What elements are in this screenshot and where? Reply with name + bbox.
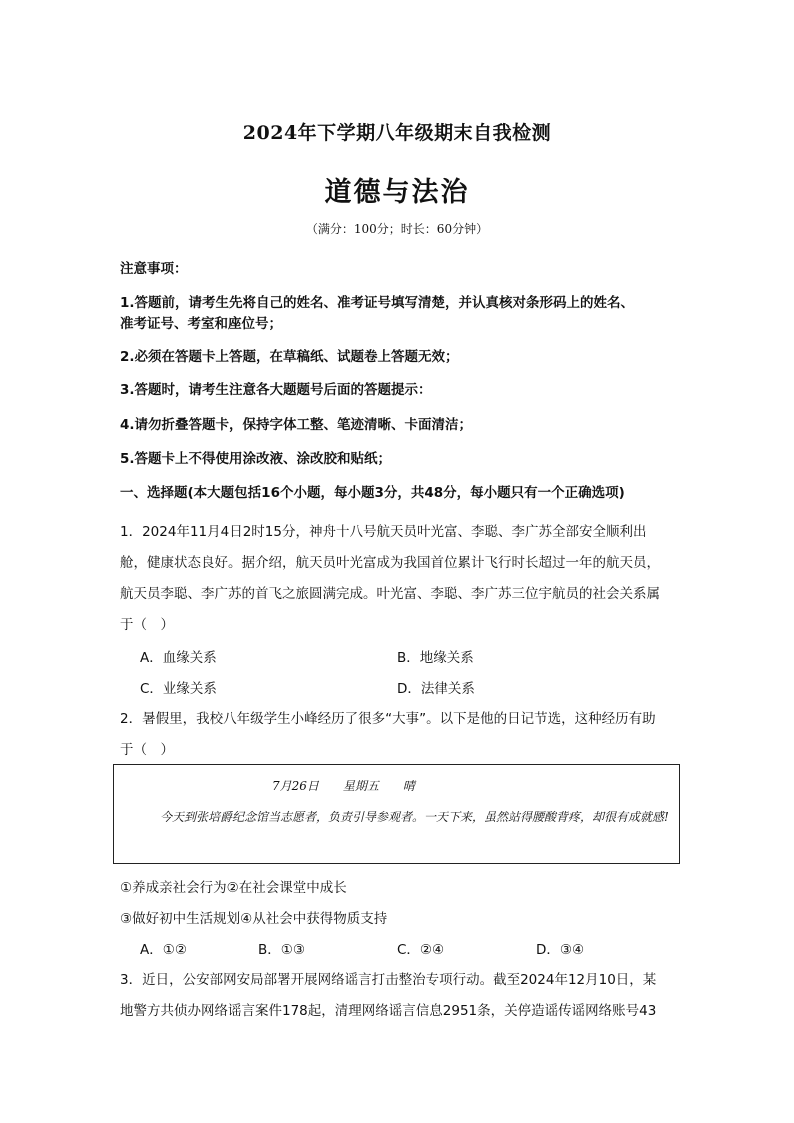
note-line: 2.必须在答题卡上答题，在草稿纸、试题卷上答题无效；: [120, 349, 459, 365]
question-1-line: 航天员李聪、李广苏的首飞之旅圆满完成。叶光富、李聪、李广苏三位宇航员的社会关系属: [120, 586, 660, 602]
q2-option-c: C．②④: [397, 942, 445, 958]
q2-statement: ①养成亲社会行为②在社会课堂中成长: [120, 880, 347, 896]
diary-date: 7月26日 星期五 晴: [272, 779, 415, 793]
exam-meta: （满分：100分；时长：60分钟）: [305, 222, 489, 236]
note-line: 1.答题前，请考生先将自己的姓名、准考证号填写清楚，并认真核对条形码上的姓名、: [120, 295, 635, 311]
section-heading: 一、选择题(本大题包括16个小题，每小题3分，共48分，每小题只有一个正确选项): [120, 485, 625, 501]
question-3-line: 地警方共侦办网络谣言案件178起，清理网络谣言信息2951条，关停造谣传谣网络账号43: [120, 1003, 657, 1019]
q2-statement: ③做好初中生活规划④从社会中获得物质支持: [120, 911, 388, 927]
question-1-line: 舱，健康状态良好。据介绍，航天员叶光富成为我国首位累计飞行时长超过一年的航天员，: [120, 555, 660, 571]
q2-option-b: B．①③: [258, 942, 305, 958]
question-2-line: 于（ ）: [120, 742, 174, 758]
q1-option-a: A．血缘关系: [140, 650, 217, 666]
q2-option-a: A．①②: [140, 942, 187, 958]
note-line: 5.答题卡上不得使用涂改液、涂改胶和贴纸；: [120, 451, 392, 467]
diary-excerpt-box: [113, 764, 680, 864]
note-line: 4.请勿折叠答题卡，保持字体工整、笔迹清晰、卡面清洁；: [120, 417, 473, 433]
note-line: 准考证号、考室和座位号；: [120, 316, 282, 332]
q2-option-d: D．③④: [536, 942, 585, 958]
subject-title: 道德与法治: [324, 177, 470, 208]
question-2-line: 2．暑假里，我校八年级学生小峰经历了很多“大事”。以下是他的日记节选，这种经历有助: [120, 711, 656, 727]
question-3-line: 3．近日，公安部网安局部署开展网络谣言打击整治专项行动。截至2024年12月10日，某: [120, 972, 657, 988]
notes-heading: 注意事项：: [120, 261, 188, 277]
q1-option-d: D．法律关系: [397, 681, 475, 697]
question-1-line: 1．2024年11月4日2时15分，神舟十八号航天员叶光富、李聪、李广苏全部安全顺利出: [120, 524, 647, 540]
question-1-line: 于（ ）: [120, 617, 174, 633]
diary-text: 今天到张培爵纪念馆当志愿者，负责引导参观者。一天下来，虽然站得腰酸背疼，却很有成就感!: [160, 810, 669, 824]
q1-option-c: C．业缘关系: [140, 681, 217, 697]
q1-option-b: B．地缘关系: [397, 650, 474, 666]
note-line: 3.答题时，请考生注意各大题题号后面的答题提示：: [120, 382, 432, 398]
exam-title: 2024年下学期八年级期末自我检测: [242, 122, 552, 144]
